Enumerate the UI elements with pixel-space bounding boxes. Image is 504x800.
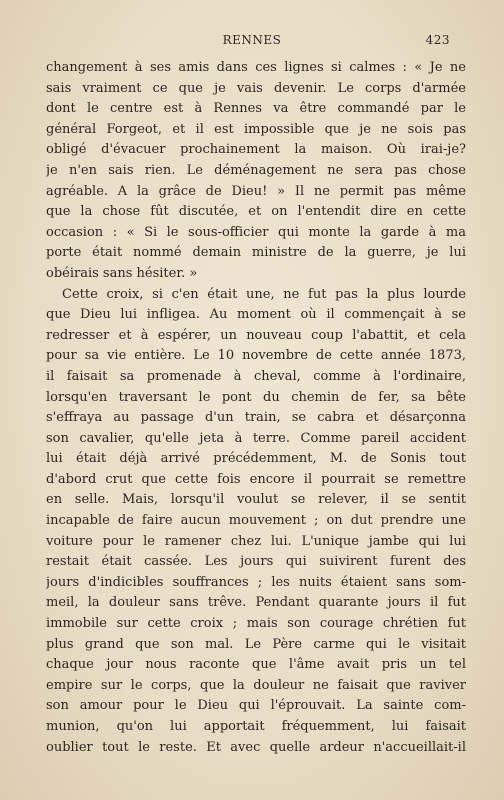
text-line: oublier tout le reste. Et avec quelle ardeur n'accueillait-il: [46, 739, 466, 755]
text-line: lui était déjà arrivé précédemment, M. de Sonis tout: [46, 451, 466, 467]
text-line: général Forgeot, et il est impossible que je ne sois pas: [46, 121, 466, 137]
text-line: en selle. Mais, lorsqu'il voulut se relever, il se sentit: [46, 492, 466, 508]
paragraph-first-line: Cette croix, si c'en était une, ne fut pas la plus lourde: [62, 286, 466, 302]
text-line: que la chose fût discutée, et on l'entendit dire en cette: [46, 204, 466, 220]
text-line: son cavalier, qu'elle jeta à terre. Comme pareil accident: [46, 430, 466, 446]
text-line: redresser et à espérer, un nouveau coup l'abattit, et cela: [46, 327, 466, 343]
text-line: lorsqu'en traversant le pont du chemin de fer, sa bête: [46, 389, 466, 405]
text-line: jours d'indicibles souffrances ; les nuits étaient sans som-: [46, 574, 466, 590]
text-line: son amour pour le Dieu qui l'éprouvait. La sainte com-: [46, 698, 466, 714]
text-line: munion, qu'on lui apportait fréquemment, lui faisait: [46, 719, 466, 734]
body-text: [46, 58, 466, 758]
text-line: je n'en sais rien. Le déménagement ne sera pas chose: [46, 162, 466, 178]
text-line: changement à ses amis dans ces lignes si calmes : « Je ne: [46, 60, 466, 75]
text-line: sais vraiment ce que je vais devenir. Le corps d'armée: [46, 80, 466, 96]
text-line: occasion : « Si le sous-officier qui monte la garde à ma: [46, 224, 466, 240]
text-line: obéirais sans hésiter. »: [46, 265, 198, 281]
text-line: obligé d'évacuer prochainement la maison. Où irai-je?: [46, 142, 466, 158]
text-line: dont le centre est à Rennes va être commandé par le: [46, 101, 466, 117]
text-line: agréable. A la grâce de Dieu! » Il ne permit pas même: [46, 183, 466, 199]
page-number: 423: [425, 33, 450, 47]
text-line: porte était nommé demain ministre de la guerre, je lui: [46, 245, 466, 261]
text-line: voiture pour le ramener chez lui. L'unique jambe qui lui: [46, 533, 466, 549]
text-line: empire sur le corps, que la douleur ne faisait que raviver: [46, 677, 466, 693]
text-line: immobile sur cette croix ; mais son courage chrétien fut: [46, 616, 466, 632]
page-header: [40, 33, 464, 51]
text-line: d'abord crut que cette fois encore il pourrait se remettre: [46, 471, 466, 487]
text-line: restait était cassée. Les jours qui suivirent furent des: [46, 554, 466, 570]
text-line: chaque jour nous raconte que l'âme avait pris un tel: [46, 657, 466, 673]
text-line: pour sa vie entière. Le 10 novembre de cette année 1873,: [46, 348, 466, 364]
text-line: plus grand que son mal. Le Père carme qui le visitait: [46, 636, 466, 652]
text-line: incapable de faire aucun mouvement ; on dut prendre une: [46, 513, 466, 529]
text-line: s'effraya au passage d'un train, se cabra et désarçonna: [46, 410, 466, 426]
text-line: meil, la douleur sans trêve. Pendant quarante jours il fut: [46, 595, 466, 611]
running-title: RENNES: [222, 33, 282, 47]
text-line: que Dieu lui infligea. Au moment où il commençait à se: [46, 307, 466, 323]
text-line: il faisait sa promenade à cheval, comme à l'ordinaire,: [46, 368, 466, 384]
